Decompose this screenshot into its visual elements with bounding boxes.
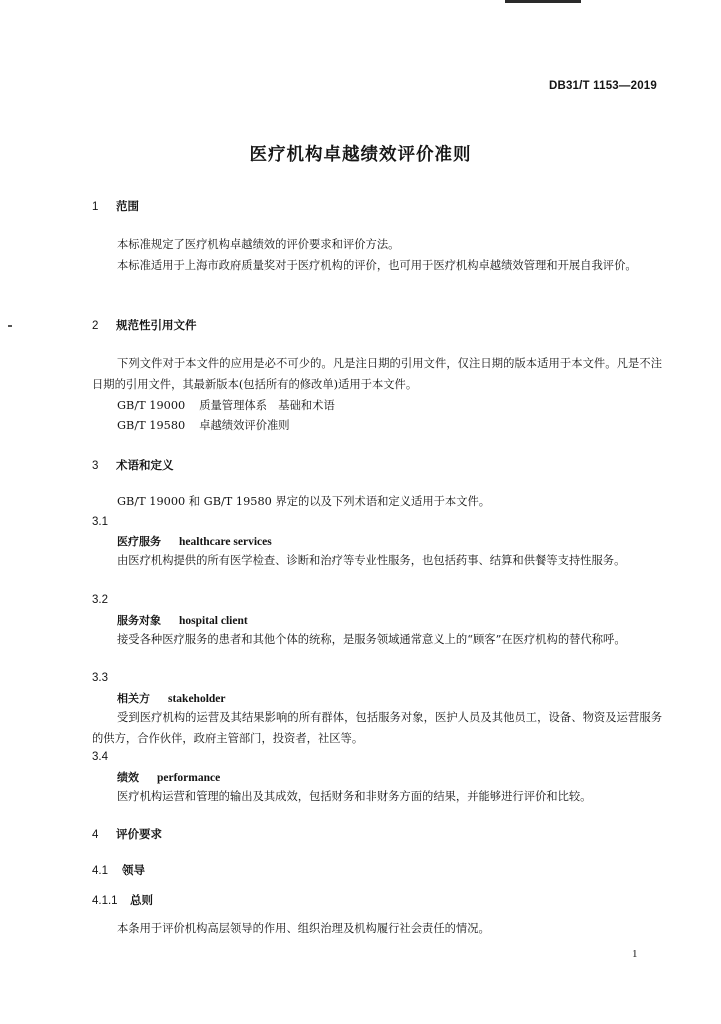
clause-number: 3.4 <box>92 751 108 763</box>
section-title: 规范性引用文件 <box>116 318 197 332</box>
section-number: 1 <box>92 201 99 213</box>
term-entry: 医疗服务 healthcare services <box>117 535 272 548</box>
paragraph: GB/T 19000 和 GB/T 19580 界定的以及下列术语和定义适用于本文件。 <box>117 495 491 508</box>
section-title: 范围 <box>116 199 139 213</box>
clause-number: 3.3 <box>92 672 108 684</box>
normative-reference: GB/T 19000 质量管理体系 基础和术语 <box>117 399 335 412</box>
term-definition: 由医疗机构提供的所有医学检查、诊断和治疗等专业性服务，也包括药事、结算和供餐等支持性服务。 <box>117 554 626 567</box>
normative-reference: GB/T 19580 卓越绩效评价准则 <box>117 419 290 432</box>
section-1-heading <box>92 198 139 214</box>
section-title: 术语和定义 <box>116 458 174 472</box>
section-number: 2 <box>92 320 99 332</box>
section-3-heading <box>92 457 174 473</box>
paragraph: 本标准规定了医疗机构卓越绩效的评价要求和评价方法。 <box>117 238 400 251</box>
section-4-heading <box>92 826 162 842</box>
page-number: 1 <box>632 948 638 960</box>
section-title: 总则 <box>130 893 153 907</box>
section-number: 4.1.1 <box>92 895 118 907</box>
subsection-4-1-heading <box>92 862 145 878</box>
document-title: 医疗机构卓越绩效评价准则 <box>249 145 472 165</box>
section-title: 评价要求 <box>116 827 162 841</box>
paragraph: 本条用于评价机构高层领导的作用、组织治理及机构履行社会责任的情况。 <box>117 922 490 935</box>
scan-speck <box>8 325 12 327</box>
term-entry: 相关方 stakeholder <box>117 692 226 705</box>
term-definition: 受到医疗机构的运营及其结果影响的所有群体，包括服务对象，医护人员及其他员工，设备、物资及运营服务的供方，合作伙伴，政府主管部门，投资者，社区等。 <box>92 711 662 745</box>
clause-number: 3.1 <box>92 516 108 528</box>
subsection-4-1-1-heading <box>92 892 153 908</box>
section-2-heading <box>92 317 197 333</box>
section-title: 领导 <box>122 863 145 877</box>
paragraph: 下列文件对于本文件的应用是必不可少的。凡是注日期的引用文件，仅注日期的版本适用于本文件。凡是不注日期的引用文件，其最新版本(包括所有的修改单)适用于本文件。 <box>92 357 662 391</box>
term-definition: 医疗机构运营和管理的输出及其成效，包括财务和非财务方面的结果，并能够进行评价和比较。 <box>117 790 592 803</box>
paragraph: 本标准适用于上海市政府质量奖对于医疗机构的评价，也可用于医疗机构卓越绩效管理和开展自我评价。 <box>117 259 637 272</box>
clause-number: 3.2 <box>92 594 108 606</box>
term-entry: 绩效 performance <box>117 771 221 784</box>
section-number: 4 <box>92 829 99 841</box>
scan-mark <box>505 0 581 3</box>
standard-number: DB31/T 1153—2019 <box>548 80 657 92</box>
section-number: 3 <box>92 460 99 472</box>
section-number: 4.1 <box>92 865 108 877</box>
term-definition: 接受各种医疗服务的患者和其他个体的统称，是服务领域通常意义上的“顾客”在医疗机构的替代称呼。 <box>117 633 626 646</box>
term-entry: 服务对象 hospital client <box>117 614 248 627</box>
